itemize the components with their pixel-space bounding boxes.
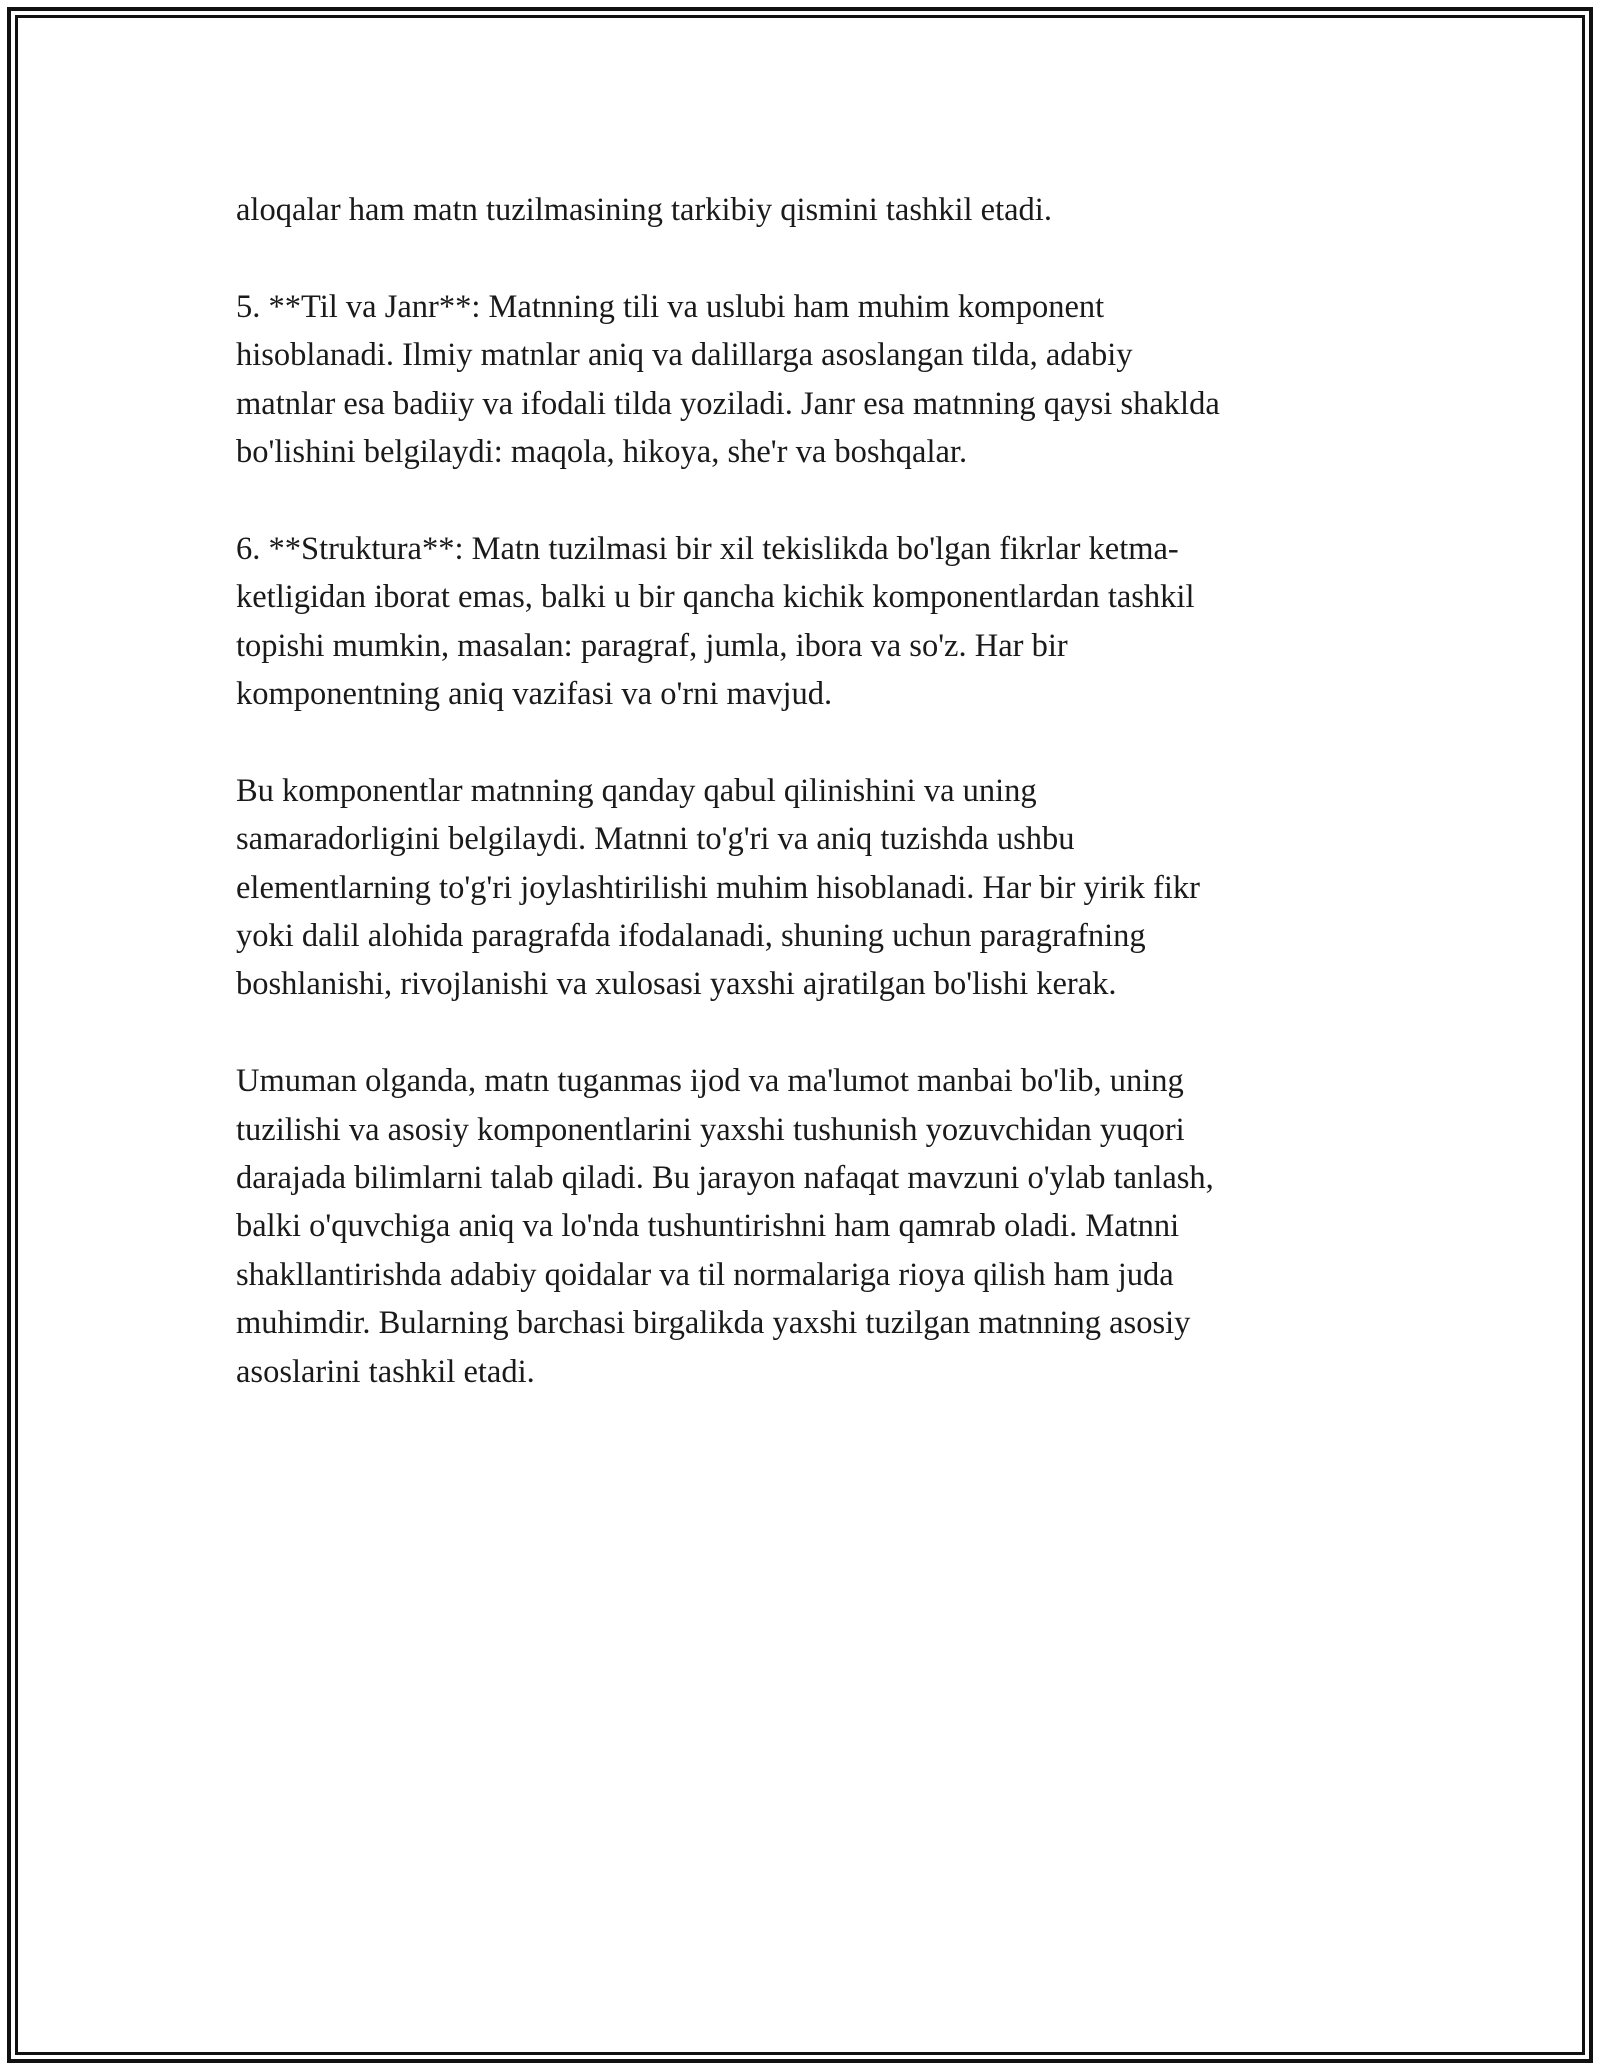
document-body <box>236 186 1356 1396</box>
paragraph-struktura: 6. **Struktura**: Matn tuzilmasi bir xil tekislikda bo'lgan fikrlar ketma- ketligidan iborat emas, balki u bir qancha kichik komponentlardan tashkil topishi mumkin, masalan: paragraf, jumla, ibora va so'z. Har bir komponentning aniq vazifasi va o'rni mavjud. <box>236 530 1195 713</box>
paragraph-til-va-janr: 5. **Til va Janr**: Matnning tili va uslubi ham muhim komponent hisoblanadi. Ilmiy matnlar aniq va dalillarga asoslangan tilda, adabiy matnlar esa badiiy va ifodali tilda yoziladi. Janr esa matnning qaysi shaklda bo'lishini belgilaydi: maqola, hikoya, she'r va boshqalar. <box>236 288 1220 471</box>
paragraph-xulosa: Umuman olganda, matn tuganmas ijod va ma'lumot manbai bo'lib, uning tuzilishi va asosiy komponentlarini yaxshi tushunish yozuvchidan yuqori darajada bilimlarni talab qiladi. Bu jarayon nafaqat mavzuni o'ylab tanlash, balki o'quvchiga aniq va lo'nda tushuntirishni ham qamrab oladi. Matnni shakllantirishda adabiy qoidalar va til normalariga rioya qilish ham juda muhimdir. Bularning barchasi birgalikda yaxshi tuzilgan matnning asosiy asoslarini tashkil etadi. <box>236 1063 1214 1390</box>
paragraph-komponentlar: Bu komponentlar matnning qanday qabul qilinishini va uning samaradorligini belgilaydi. Matnni to'g'ri va aniq tuzishda ushbu elementlarning to'g'ri joylashtirilishi muhim hisoblanadi. Har bir yirik fikr yoki dalil alohida paragrafda ifodalanadi, shuning uchun paragrafning boshlanishi, rivojlanishi va xulosasi yaxshi ajratilgan bo'lishi kerak. <box>236 772 1200 1003</box>
paragraph-continuation: aloqalar ham matn tuzilmasining tarkibiy qismini tashkil etadi. <box>236 192 1052 228</box>
